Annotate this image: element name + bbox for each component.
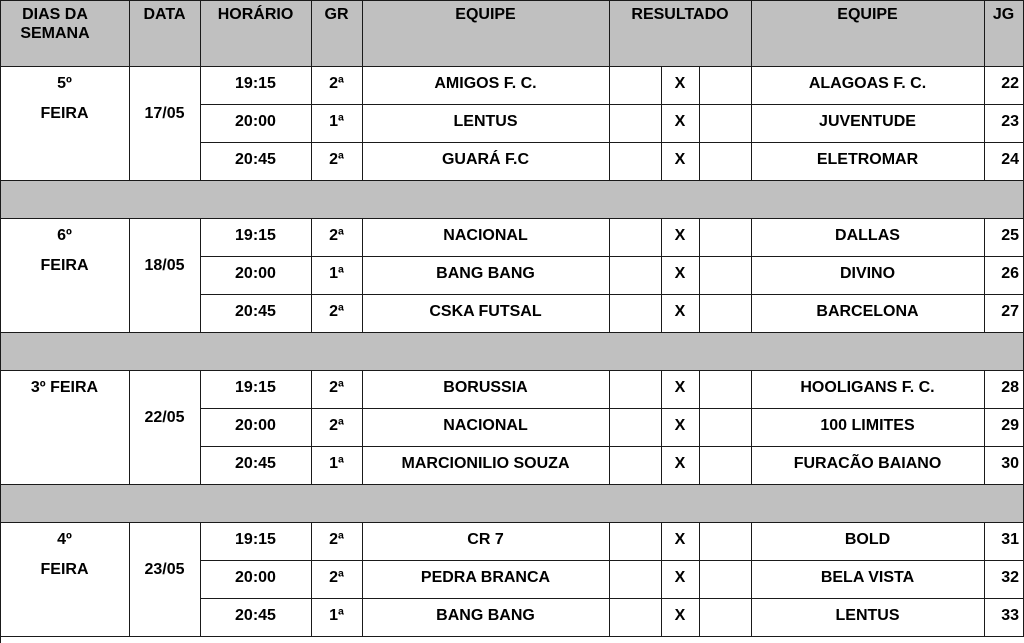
game-number: 27 (1001, 303, 1019, 320)
versus-marker: X (674, 227, 686, 244)
column-divider (984, 370, 985, 484)
block-separator (0, 333, 1024, 370)
game-number: 28 (1001, 379, 1019, 396)
away-team: FURACÃO BAIANO (793, 455, 942, 472)
home-team: NACIONAL (443, 417, 528, 434)
versus-marker: X (674, 75, 686, 92)
column-divider (699, 522, 700, 636)
match-time: 20:45 (235, 607, 276, 624)
table-left-border (0, 484, 1, 522)
block-bottom-border (0, 636, 1024, 637)
game-number: 31 (1001, 531, 1019, 548)
column-divider (609, 522, 610, 636)
versus-marker: X (674, 417, 686, 434)
column-divider (661, 522, 662, 636)
versus-marker: X (674, 455, 686, 472)
header-equipe-home: EQUIPE (455, 6, 516, 23)
row-divider (200, 446, 1024, 447)
game-number: 29 (1001, 417, 1019, 434)
match-group: 2ª (329, 531, 344, 548)
game-number: 26 (1001, 265, 1019, 282)
versus-marker: X (674, 379, 686, 396)
match-time: 19:15 (235, 531, 276, 548)
game-number: 22 (1001, 75, 1019, 92)
match-time: 20:00 (235, 569, 276, 586)
column-divider (984, 522, 985, 636)
match-time: 20:45 (235, 303, 276, 320)
column-divider (129, 66, 130, 180)
header-gr: GR (324, 6, 349, 23)
match-date: 23/05 (144, 561, 185, 578)
match-time: 20:00 (235, 265, 276, 282)
away-team: 100 LIMITES (820, 417, 915, 434)
game-number: 32 (1001, 569, 1019, 586)
day-of-week-suffix: FEIRA (40, 561, 89, 578)
row-divider (200, 256, 1024, 257)
column-divider (609, 370, 610, 484)
home-team: CSKA FUTSAL (429, 303, 542, 320)
away-team: HOOLIGANS F. C. (800, 379, 935, 396)
table-top-border (0, 0, 1024, 1)
game-number: 30 (1001, 455, 1019, 472)
match-time: 20:45 (235, 455, 276, 472)
match-group: 2ª (329, 379, 344, 396)
column-divider (362, 66, 363, 180)
column-divider (609, 66, 610, 180)
column-divider (311, 66, 312, 180)
row-divider (200, 408, 1024, 409)
match-time: 20:45 (235, 151, 276, 168)
versus-marker: X (674, 151, 686, 168)
game-number: 33 (1001, 607, 1019, 624)
header-divider (362, 0, 363, 66)
match-group: 1ª (329, 455, 344, 472)
column-divider (984, 66, 985, 180)
match-date: 22/05 (144, 409, 185, 426)
header-data: DATA (143, 6, 186, 23)
day-of-week-suffix: FEIRA (40, 257, 89, 274)
column-divider (362, 522, 363, 636)
header-jg: JG (992, 6, 1015, 23)
column-divider (751, 522, 752, 636)
home-team: CR 7 (467, 531, 504, 548)
home-team: NACIONAL (443, 227, 528, 244)
match-group: 2ª (329, 417, 344, 434)
column-divider (129, 522, 130, 636)
match-time: 19:15 (235, 227, 276, 244)
column-divider (311, 370, 312, 484)
header-divider (609, 0, 610, 66)
column-divider (362, 370, 363, 484)
day-of-week: 6º (57, 227, 72, 244)
row-divider (200, 142, 1024, 143)
match-group: 1ª (329, 607, 344, 624)
away-team: ALAGOAS F. C. (808, 75, 927, 92)
match-time: 20:00 (235, 417, 276, 434)
block-top-border (0, 66, 1024, 67)
row-divider (200, 560, 1024, 561)
header-divider (984, 0, 985, 66)
column-divider (984, 218, 985, 332)
column-divider (661, 66, 662, 180)
column-divider (699, 370, 700, 484)
match-group: 2ª (329, 569, 344, 586)
row-divider (200, 598, 1024, 599)
header-divider (311, 0, 312, 66)
match-time: 20:00 (235, 113, 276, 130)
column-divider (751, 66, 752, 180)
match-group: 2ª (329, 303, 344, 320)
versus-marker: X (674, 531, 686, 548)
away-team: DALLAS (835, 227, 900, 244)
table-left-border (0, 180, 1, 218)
column-divider (362, 218, 363, 332)
game-number: 23 (1001, 113, 1019, 130)
home-team: BANG BANG (436, 607, 535, 624)
header-horario: HORÁRIO (217, 6, 294, 23)
away-team: BELA VISTA (820, 569, 915, 586)
home-team: PEDRA BRANCA (420, 569, 551, 586)
day-of-week: 4º (57, 531, 72, 548)
column-divider (699, 218, 700, 332)
header-divider (751, 0, 752, 66)
versus-marker: X (674, 569, 686, 586)
away-team: LENTUS (835, 607, 900, 624)
day-of-week: 5º (57, 75, 72, 92)
match-date: 18/05 (144, 257, 185, 274)
home-team: LENTUS (453, 113, 518, 130)
column-divider (661, 370, 662, 484)
column-divider (699, 66, 700, 180)
column-divider (200, 370, 201, 484)
home-team: BORUSSIA (443, 379, 528, 396)
away-team: BOLD (844, 531, 891, 548)
versus-marker: X (674, 303, 686, 320)
away-team: DIVINO (839, 265, 896, 282)
match-group: 1ª (329, 113, 344, 130)
row-divider (200, 294, 1024, 295)
home-team: AMIGOS F. C. (434, 75, 537, 92)
away-team: BARCELONA (816, 303, 919, 320)
versus-marker: X (674, 607, 686, 624)
header-divider (129, 0, 130, 66)
match-date: 17/05 (144, 105, 185, 122)
column-divider (751, 218, 752, 332)
column-divider (311, 522, 312, 636)
header-resultado: RESULTADO (631, 6, 729, 23)
match-group: 2ª (329, 151, 344, 168)
block-top-border (0, 522, 1024, 523)
match-time: 19:15 (235, 75, 276, 92)
column-divider (751, 370, 752, 484)
match-group: 2ª (329, 75, 344, 92)
row-divider (200, 104, 1024, 105)
home-team: BANG BANG (436, 265, 535, 282)
versus-marker: X (674, 113, 686, 130)
away-team: JUVENTUDE (819, 113, 916, 130)
column-divider (200, 522, 201, 636)
game-number: 24 (1001, 151, 1019, 168)
header-equipe-away: EQUIPE (837, 6, 898, 23)
home-team: GUARÁ F.C (441, 151, 530, 168)
match-group: 1ª (329, 265, 344, 282)
column-divider (129, 218, 130, 332)
block-separator (0, 181, 1024, 218)
block-separator (0, 485, 1024, 522)
block-top-border (0, 370, 1024, 371)
game-number: 25 (1001, 227, 1019, 244)
column-divider (311, 218, 312, 332)
match-time: 19:15 (235, 379, 276, 396)
day-of-week: 3º FEIRA (30, 379, 99, 396)
day-of-week-suffix: FEIRA (40, 105, 89, 122)
versus-marker: X (674, 265, 686, 282)
header-dias-da-semana: DIAS DA SEMANA (20, 6, 90, 42)
away-team: ELETROMAR (816, 151, 919, 168)
match-group: 2ª (329, 227, 344, 244)
column-divider (661, 218, 662, 332)
column-divider (129, 370, 130, 484)
column-divider (609, 218, 610, 332)
home-team: MARCIONILIO SOUZA (401, 455, 570, 472)
table-left-border (0, 332, 1, 370)
column-divider (200, 66, 201, 180)
block-top-border (0, 218, 1024, 219)
column-divider (200, 218, 201, 332)
header-divider (200, 0, 201, 66)
